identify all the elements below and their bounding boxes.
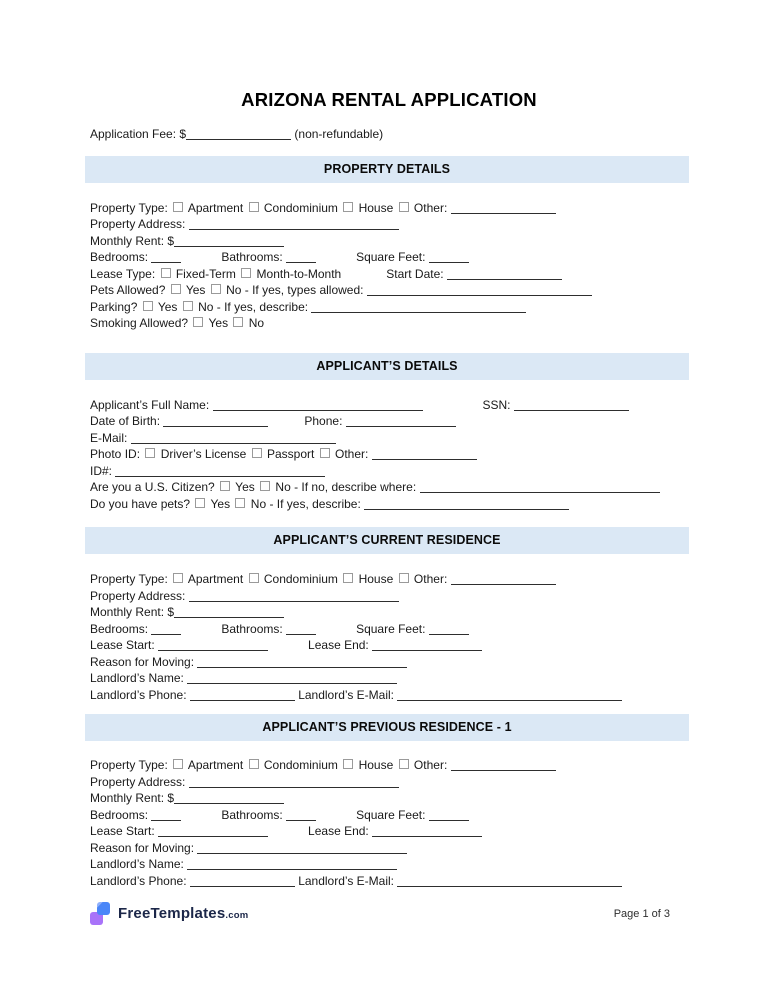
form-label: Other:: [410, 572, 451, 586]
logo-blue-square: [97, 902, 110, 915]
form-line: [90, 249, 688, 266]
form-label: Apartment: [185, 200, 247, 215]
checkbox-icon[interactable]: [173, 202, 183, 212]
blank-field[interactable]: [311, 312, 526, 313]
form-label: Apartment: [185, 572, 247, 586]
form-label: Condominium: [260, 200, 342, 215]
checkbox-icon[interactable]: [193, 317, 203, 327]
blank-field[interactable]: [190, 886, 295, 887]
freetemplates-logo-icon: [90, 902, 111, 925]
form-line: [90, 446, 688, 463]
form-label: Reason for Moving:: [90, 840, 198, 855]
checkbox-icon[interactable]: [195, 498, 205, 508]
blank-field[interactable]: [367, 295, 592, 296]
form-line: [90, 774, 688, 791]
tab-gap: [316, 818, 356, 819]
form-line: [90, 840, 688, 857]
checkbox-icon[interactable]: [183, 301, 193, 311]
checkbox-icon[interactable]: [252, 448, 262, 458]
checkbox-icon[interactable]: [399, 573, 409, 583]
form-label: Landlord’s Phone:: [90, 873, 190, 888]
form-line: [90, 200, 688, 217]
form-label: Landlord’s E-Mail:: [294, 687, 398, 702]
blank-field[interactable]: [451, 213, 556, 214]
section-lines-applicants-details: [90, 397, 688, 513]
checkbox-icon[interactable]: [145, 448, 155, 458]
tab-gap: [181, 818, 221, 819]
section-lines-current-residence: [90, 571, 688, 703]
form-line: [90, 621, 688, 638]
checkbox-icon[interactable]: [249, 573, 259, 583]
form-label: Bedrooms:: [90, 621, 152, 636]
checkbox-icon[interactable]: [399, 202, 409, 212]
tab-gap: [341, 277, 386, 278]
form-label: Property Address:: [90, 217, 189, 231]
checkbox-icon[interactable]: [171, 284, 181, 294]
page-title: ARIZONA RENTAL APPLICATION: [241, 89, 537, 110]
blank-field[interactable]: [151, 820, 181, 821]
form-label: Lease End:: [308, 638, 373, 652]
section-header-previous-residence-1: APPLICANT’S PREVIOUS RESIDENCE - 1: [85, 714, 689, 741]
form-label: Photo ID:: [90, 447, 144, 461]
blank-field[interactable]: [429, 634, 469, 635]
blank-field[interactable]: [372, 459, 477, 460]
section-header-applicants-details: APPLICANT’S DETAILS: [85, 353, 689, 380]
blank-field[interactable]: [447, 279, 562, 280]
blank-field[interactable]: [420, 492, 660, 493]
checkbox-icon[interactable]: [343, 573, 353, 583]
form-label: Yes: [154, 299, 181, 314]
tab-gap: [316, 632, 356, 633]
form-label: Bathrooms:: [221, 807, 287, 822]
blank-field[interactable]: [187, 683, 397, 684]
checkbox-icon[interactable]: [249, 759, 259, 769]
form-label: Condominium: [260, 758, 342, 772]
checkbox-icon[interactable]: [233, 317, 243, 327]
blank-field[interactable]: [186, 139, 291, 140]
form-line: [90, 496, 688, 513]
page-number: Page 1 of 3: [613, 907, 670, 920]
blank-field[interactable]: [115, 476, 325, 477]
form-label: No - If yes, types allowed:: [222, 283, 367, 297]
form-label: Property Address:: [90, 588, 189, 603]
form-line: [90, 654, 688, 671]
blank-field[interactable]: [189, 229, 399, 230]
form-label: Bedrooms:: [90, 250, 152, 264]
form-label: ID#:: [90, 463, 116, 478]
form-label: No - If yes, describe:: [194, 299, 312, 314]
form-label: House: [355, 758, 397, 772]
form-label: Reason for Moving:: [90, 654, 198, 669]
form-label: Yes: [205, 316, 232, 330]
form-label: (non-refundable): [291, 127, 384, 141]
form-line: [90, 823, 688, 840]
checkbox-icon[interactable]: [173, 759, 183, 769]
checkbox-icon[interactable]: [249, 202, 259, 212]
form-label: Property Type:: [90, 758, 172, 772]
form-label: Lease Start:: [90, 824, 159, 838]
brand-logo: [90, 902, 248, 925]
form-label: Lease Type:: [90, 266, 159, 281]
form-label: Are you a U.S. Citizen?: [90, 480, 219, 494]
checkbox-icon[interactable]: [320, 448, 330, 458]
blank-field[interactable]: [163, 426, 268, 427]
blank-field[interactable]: [286, 820, 316, 821]
form-line: [90, 397, 688, 414]
form-line: [90, 479, 688, 496]
checkbox-icon[interactable]: [399, 759, 409, 769]
tab-gap: [268, 648, 308, 649]
form-label: Monthly Rent: $: [90, 791, 175, 805]
tab-gap: [268, 834, 308, 835]
form-label: Landlord’s Name:: [90, 857, 188, 871]
form-line: [90, 873, 688, 890]
blank-field[interactable]: [197, 667, 407, 668]
blank-field[interactable]: [158, 650, 268, 651]
blank-field[interactable]: [151, 262, 181, 263]
checkbox-icon[interactable]: [211, 284, 221, 294]
form-line: [90, 315, 688, 332]
form-label: Do you have pets?: [90, 496, 194, 511]
blank-field[interactable]: [190, 700, 295, 701]
checkbox-icon[interactable]: [143, 301, 153, 311]
blank-field[interactable]: [158, 836, 268, 837]
form-label: Monthly Rent: $: [90, 233, 175, 248]
tab-gap: [316, 260, 356, 261]
form-label: Smoking Allowed?: [90, 316, 192, 330]
blank-field[interactable]: [372, 836, 482, 837]
blank-field[interactable]: [372, 650, 482, 651]
form-label: Yes: [232, 480, 259, 494]
form-line: [90, 637, 688, 654]
checkbox-icon[interactable]: [343, 202, 353, 212]
page-footer: [90, 902, 670, 925]
form-label: SSN:: [482, 397, 514, 412]
form-line: [90, 571, 688, 588]
section-lines-property-details: [90, 200, 688, 332]
checkbox-icon[interactable]: [343, 759, 353, 769]
section-lines-previous-residence-1: [90, 757, 688, 889]
form-label: Month-to-Month: [253, 266, 342, 281]
form-label: Bedrooms:: [90, 807, 152, 822]
form-label: No - If yes, describe:: [247, 496, 365, 511]
form-label: Other:: [331, 447, 372, 461]
tab-gap: [181, 632, 221, 633]
blank-field[interactable]: [397, 700, 622, 701]
blank-field[interactable]: [451, 770, 556, 771]
blank-field[interactable]: [397, 886, 622, 887]
form-line: [90, 856, 688, 873]
form-line: [90, 670, 688, 687]
form-label: No: [245, 316, 265, 330]
form-label: Landlord’s Phone:: [90, 687, 190, 702]
checkbox-icon[interactable]: [235, 498, 245, 508]
form-label: Bathrooms:: [221, 250, 287, 264]
checkbox-icon[interactable]: [161, 268, 171, 278]
checkbox-icon[interactable]: [173, 573, 183, 583]
form-line: [90, 299, 688, 316]
blank-field[interactable]: [364, 509, 569, 510]
form-label: Other:: [410, 758, 451, 772]
form-label: House: [355, 200, 397, 215]
form-label: Yes: [182, 283, 209, 297]
form-label: Applicant’s Full Name:: [90, 397, 213, 412]
blank-field[interactable]: [189, 601, 399, 602]
form-label: Square Feet:: [356, 807, 429, 822]
form-label: Bathrooms:: [221, 621, 287, 636]
form-line: [90, 233, 688, 250]
form-line: [90, 588, 688, 605]
tab-gap: [268, 424, 304, 425]
checkbox-icon[interactable]: [220, 481, 230, 491]
tab-gap: [423, 408, 483, 409]
blank-field[interactable]: [346, 426, 456, 427]
section-header-current-residence: APPLICANT’S CURRENT RESIDENCE: [85, 527, 689, 554]
form-label: Square Feet:: [356, 250, 429, 264]
form-label: Date of Birth:: [90, 414, 164, 428]
form-label: Passport: [263, 447, 318, 461]
form-label: Start Date:: [386, 266, 447, 281]
blank-field[interactable]: [213, 410, 423, 411]
application-fee-line: [90, 126, 688, 143]
form-label: Monthly Rent: $: [90, 605, 175, 619]
blank-field[interactable]: [429, 820, 469, 821]
blank-field[interactable]: [151, 634, 181, 635]
blank-field[interactable]: [189, 787, 399, 788]
blank-field[interactable]: [187, 869, 397, 870]
form-line: [90, 216, 688, 233]
form-label: Fixed-Term: [172, 266, 240, 281]
brand-name-suffix: .com: [225, 910, 249, 921]
form-line: [90, 266, 688, 283]
brand-name-main: FreeTemplates: [118, 905, 226, 922]
form-line: [90, 604, 688, 621]
form-label: Landlord’s Name:: [90, 671, 188, 685]
form-label: E-Mail:: [90, 430, 131, 445]
blank-field[interactable]: [131, 443, 336, 444]
blank-field[interactable]: [514, 410, 629, 411]
checkbox-icon[interactable]: [260, 481, 270, 491]
form-label: Property Type:: [90, 200, 172, 215]
form-line: [90, 757, 688, 774]
form-label: Driver’s License: [157, 447, 250, 461]
blank-field[interactable]: [174, 246, 284, 247]
form-label: Property Address:: [90, 774, 189, 789]
form-label: Other:: [410, 200, 451, 215]
blank-field[interactable]: [174, 803, 284, 804]
form-label: Yes: [207, 496, 234, 511]
form-line: [90, 282, 688, 299]
form-label: Pets Allowed?: [90, 283, 169, 297]
form-line: [90, 430, 688, 447]
form-label: Lease Start:: [90, 638, 159, 652]
brand-name: [118, 905, 248, 922]
blank-field[interactable]: [197, 853, 407, 854]
form-label: Apartment: [185, 758, 247, 772]
form-line: [90, 126, 688, 143]
blank-field[interactable]: [451, 584, 556, 585]
form-line: [90, 687, 688, 704]
form-label: No - If no, describe where:: [272, 480, 420, 494]
form-line: [90, 807, 688, 824]
form-label: Application Fee: $: [90, 127, 187, 141]
blank-field[interactable]: [286, 634, 316, 635]
form-label: Square Feet:: [356, 621, 429, 636]
blank-field[interactable]: [174, 617, 284, 618]
blank-field[interactable]: [429, 262, 469, 263]
form-label: House: [355, 572, 397, 586]
form-label: Condominium: [260, 572, 342, 586]
form-label: Parking?: [90, 299, 141, 314]
form-line: [90, 413, 688, 430]
form-label: Landlord’s E-Mail:: [294, 873, 398, 888]
form-line: [90, 790, 688, 807]
section-header-property-details: PROPERTY DETAILS: [85, 156, 689, 183]
form-line: [90, 463, 688, 480]
checkbox-icon[interactable]: [241, 268, 251, 278]
form-label: Property Type:: [90, 572, 172, 586]
form-label: Phone:: [304, 414, 346, 428]
blank-field[interactable]: [286, 262, 316, 263]
form-label: Lease End:: [308, 824, 373, 838]
tab-gap: [181, 260, 221, 261]
